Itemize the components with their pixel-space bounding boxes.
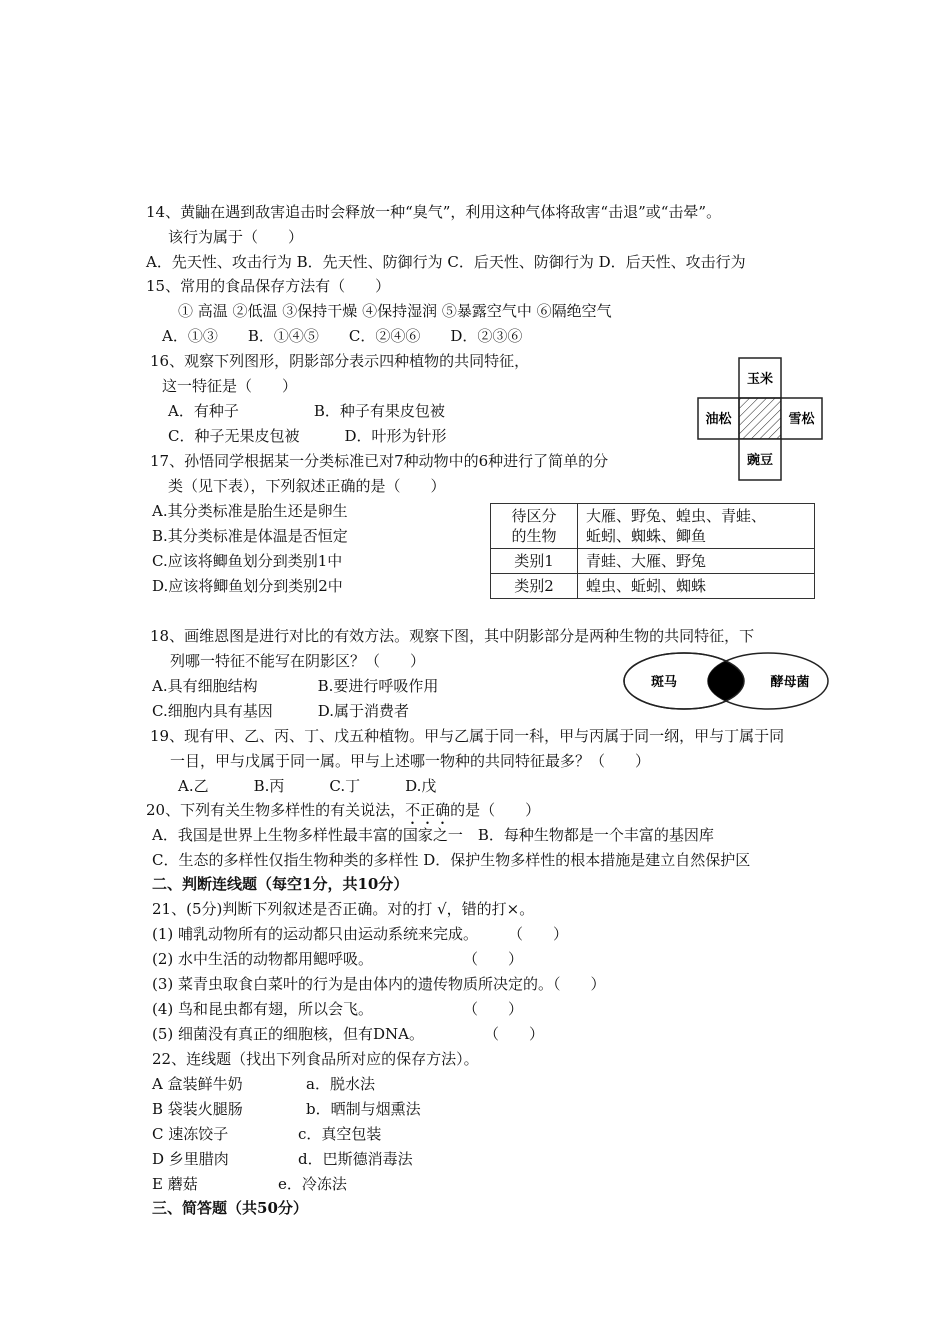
q16-options-cd: C．种子无果皮包被 D．叶形为针形 bbox=[168, 427, 447, 445]
venn-label-left: 斑马 bbox=[650, 675, 678, 690]
q22-method-d: d．巴斯德消毒法 bbox=[298, 1150, 413, 1168]
q18-stem-line2: 列哪一特征不能写在阴影区？（ ） bbox=[170, 652, 426, 670]
q17-stem-line2: 类（见下表），下列叙述正确的是（ ） bbox=[168, 477, 446, 495]
q14-stem-line1: 14、黄鼬在遇到敌害追击时会释放一种“臭气”，利用这种气体将敌害“击退”或“击晕”。 bbox=[146, 203, 722, 221]
q15-items: ① 高温 ②低温 ③保持干燥 ④保持湿润 ⑤暴露空气中 ⑥隔绝空气 bbox=[178, 302, 612, 320]
cross-label-right: 雪松 bbox=[788, 412, 815, 427]
q22-food-a: A 盒装鲜牛奶 bbox=[152, 1075, 243, 1093]
q22-food-d: D 乡里腊肉 bbox=[152, 1150, 229, 1168]
shared-trait-shaded-cell bbox=[739, 398, 781, 439]
table-row bbox=[491, 549, 815, 574]
table-row bbox=[491, 504, 815, 549]
venn-diagram bbox=[622, 651, 830, 711]
q22-food-e: E 蘑菇 bbox=[152, 1175, 198, 1193]
q21-item-3: (3) 菜青虫取食白菜叶的行为是由体内的遗传物质所决定的。（ ） bbox=[152, 975, 606, 993]
q21-item-5: (5) 细菌没有真正的细胞核，但有DNA。 （ ） bbox=[152, 1025, 545, 1043]
cross-label-top: 玉米 bbox=[746, 372, 774, 387]
table-cell bbox=[578, 504, 815, 549]
table-cell: 类别1 bbox=[491, 549, 578, 574]
q16-options-ab: A．有种子 B．种子有果皮包被 bbox=[168, 402, 445, 420]
table-cell: 类别2 bbox=[491, 574, 578, 599]
table-cell-text: 蚯蚓、蜘蛛、鲫鱼 bbox=[586, 527, 707, 545]
q14-stem-line2: 该行为属于（ ） bbox=[168, 228, 304, 246]
q20-stem-emphasis: 不正确 bbox=[405, 801, 451, 819]
table-cell: 青蛙、大雁、野兔 bbox=[578, 549, 815, 574]
table-head-text: 的生物 bbox=[511, 527, 557, 545]
q22-food-b: B 袋装火腿肠 bbox=[152, 1100, 243, 1118]
q22-method-a: a．脱水法 bbox=[306, 1075, 375, 1093]
q19-options: A.乙 B.丙 C.丁 D.戊 bbox=[178, 777, 437, 795]
table-cell-text: 大雁、野兔、蝗虫、青蛙、 bbox=[586, 507, 767, 525]
q22-food-c: C 速冻饺子 bbox=[152, 1125, 229, 1143]
q18-stem-line1: 18、画维恩图是进行对比的有效方法。观察下图，其中阴影部分是两种生物的共同特征，下 bbox=[150, 627, 755, 645]
q20-stem bbox=[146, 800, 540, 828]
q22-method-c: c．真空包装 bbox=[298, 1125, 382, 1143]
q21-item-2: (2) 水中生活的动物都用鳃呼吸。 （ ） bbox=[152, 950, 524, 968]
venn-label-right: 酵母菌 bbox=[770, 675, 810, 690]
q21-item-4: (4) 鸟和昆虫都有翅，所以会飞。 （ ） bbox=[152, 1000, 524, 1018]
cross-label-bottom: 豌豆 bbox=[746, 453, 774, 468]
q22-method-b: b．晒制与烟熏法 bbox=[306, 1100, 421, 1118]
q19-stem-line2: 一目，甲与戊属于同一属。甲与上述哪一物种的共同特征最多？（ ） bbox=[170, 752, 651, 770]
q19-stem-line1: 19、现有甲、乙、丙、丁、戊五种植物。甲与乙属于同一科，甲与丙属于同一纲，甲与丁属于同 bbox=[150, 727, 785, 745]
q15-stem: 15、常用的食品保存方法有（ ） bbox=[146, 277, 391, 295]
section-two-heading: 二、判断连线题（每空1分，共10分） bbox=[152, 875, 409, 893]
q20-options-cd: C．生态的多样性仅指生物种类的多样性 D．保护生物多样性的根本措施是建立自然保护区 bbox=[152, 851, 751, 869]
classification-table bbox=[490, 503, 815, 599]
q17-option-a: A.其分类标准是胎生还是卵生 bbox=[152, 502, 348, 520]
q17-option-c: C.应该将鲫鱼划分到类别1中 bbox=[152, 552, 343, 570]
table-head-text: 待区分 bbox=[511, 507, 557, 525]
plant-cross-diagram bbox=[697, 357, 823, 481]
q20-options-ab: A．我国是世界上生物多样性最丰富的国家之一 B．每种生物都是一个丰富的基因库 bbox=[152, 826, 714, 844]
table-cell bbox=[491, 504, 578, 549]
q17-option-d: D.应该将鲫鱼划分到类别2中 bbox=[152, 577, 343, 595]
q17-option-b: B.其分类标准是体温是否恒定 bbox=[152, 527, 348, 545]
table-row bbox=[491, 574, 815, 599]
q20-stem-pre: 20、下列有关生物多样性的有关说法， bbox=[146, 801, 406, 819]
q22-stem: 22、连线题（找出下列食品所对应的保存方法）。 bbox=[152, 1050, 479, 1068]
q21-stem: 21、(5分)判断下列叙述是否正确。对的打 √，错的打×。 bbox=[152, 900, 535, 918]
q15-options: A．①③ B．①④⑤ C．②④⑥ D．②③⑥ bbox=[162, 327, 523, 345]
q14-options: A．先天性、攻击行为 B．先天性、防御行为 C．后天性、防御行为 D．后天性、攻击行为 bbox=[146, 253, 746, 271]
q20-stem-post: 的是（ ） bbox=[450, 801, 541, 819]
q18-options-ab: A.具有细胞结构 B.要进行呼吸作用 bbox=[152, 677, 439, 695]
q16-stem-line1: 16、观察下列图形，阴影部分表示四种植物的共同特征， bbox=[150, 352, 530, 370]
q16-stem-line2: 这一特征是（ ） bbox=[162, 377, 298, 395]
q18-options-cd: C.细胞内具有基因 D.属于消费者 bbox=[152, 702, 409, 720]
q21-item-1: (1) 哺乳动物所有的运动都只由运动系统来完成。 （ ） bbox=[152, 925, 569, 943]
table-cell: 蝗虫、蚯蚓、蜘蛛 bbox=[578, 574, 815, 599]
q17-stem-line1: 17、孙悟同学根据某一分类标准已对7种动物中的6种进行了简单的分 bbox=[150, 452, 609, 470]
q22-method-e: e．冷冻法 bbox=[278, 1175, 347, 1193]
section-three-heading: 三、简答题（共50分） bbox=[152, 1199, 308, 1217]
cross-label-left: 油松 bbox=[705, 412, 732, 427]
